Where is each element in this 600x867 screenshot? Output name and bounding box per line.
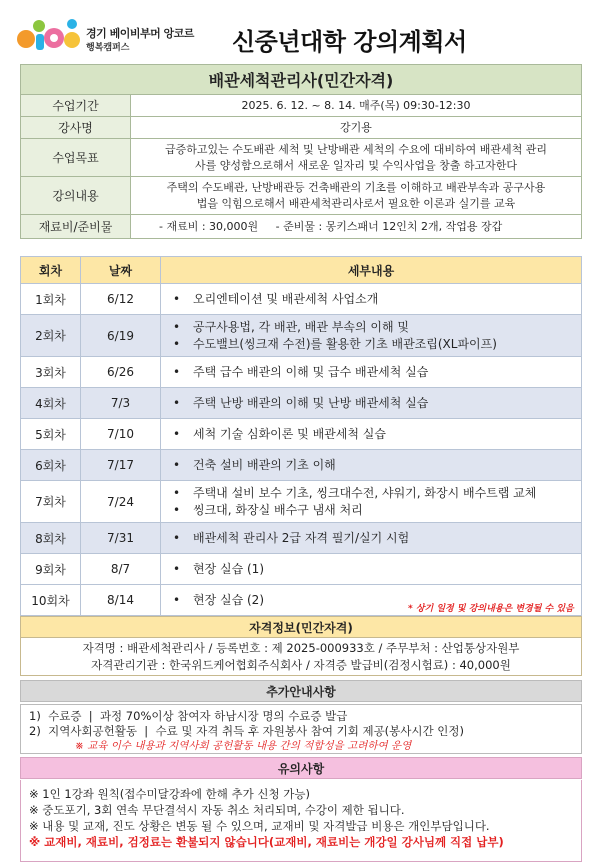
info-label-instructor: 강사명 (21, 117, 131, 139)
details-cell: • 주택 난방 배관의 이해 및 난방 배관세척 실습 (161, 388, 582, 419)
date-cell: 7/31 (81, 523, 161, 554)
additional-section-title: 추가안내사항 (20, 680, 582, 702)
date-cell: 7/10 (81, 419, 161, 450)
info-label-materials: 재료비/준비물 (21, 215, 131, 239)
table-row (21, 284, 582, 315)
schedule-header-details: 세부내용 (161, 257, 582, 284)
table-row (21, 357, 582, 388)
date-cell: 7/3 (81, 388, 161, 419)
date-cell: 7/17 (81, 450, 161, 481)
details-cell: • 세척 기술 심화이론 및 배관세척 실습 (161, 419, 582, 450)
session-cell: 1회차 (21, 284, 81, 315)
date-cell: 8/14 (81, 585, 161, 616)
date-cell: 6/26 (81, 357, 161, 388)
info-value-goal: 급증하고있는 수도배관 세척 및 난방배관 세척의 수요에 대비하여 배관세척 관리 사를 양성함으로해서 새로운 일자리 및 수익사업을 창출 하고자한다 (131, 139, 582, 177)
table-row (21, 523, 582, 554)
table-row (21, 450, 582, 481)
table-row (21, 315, 582, 357)
page-header (0, 0, 600, 62)
session-cell: 4회차 (21, 388, 81, 419)
info-value-materials: - 재료비 : 30,000원 - 준비물 : 몽키스패너 12인치 2개, 작업용 장갑 (131, 215, 582, 239)
additional-note: ※ 교육 이수 내용과 지역사회 공헌활동 내용 간의 적합성을 고려하여 운영 (75, 740, 412, 752)
table-row (21, 481, 582, 523)
caution-section-title: 유의사항 (20, 757, 582, 779)
table-row (21, 388, 582, 419)
date-cell: 8/7 (81, 554, 161, 585)
schedule-header-session: 회차 (21, 257, 81, 284)
campus-logo-icon (16, 14, 82, 54)
details-cell: • 공구사용법, 각 배관, 배관 부속의 이해 및 • 수도밸브(씽크재 수전)를 활용한 기초 배관조립(XL파이프) (161, 315, 582, 357)
details-cell: • 현장 실습 (2) (161, 585, 582, 616)
session-cell: 7회차 (21, 481, 81, 523)
info-value-instructor: 강기용 (131, 117, 582, 139)
table-row (21, 554, 582, 585)
cert-section-title: 자격정보(민간자격) (20, 616, 582, 638)
schedule-header-date: 날짜 (81, 257, 161, 284)
additional-line: 2) 지역사회공헌활동 | 수료 및 자격 취득 후 자원봉사 참여 기회 제공(봉사시간 인정) (29, 724, 464, 738)
document-title: 신중년대학 강의계획서 (232, 28, 467, 56)
cert-line: 자격명 : 배관세척관리사 / 등록번호 : 제 2025-000933호 / 주무부처 : 산업통상자원부 (82, 641, 520, 655)
caution-section-body (20, 780, 582, 862)
info-label-content: 강의내용 (21, 177, 131, 215)
session-cell: 8회차 (21, 523, 81, 554)
schedule-table (20, 256, 582, 616)
session-cell: 5회차 (21, 419, 81, 450)
date-cell: 6/12 (81, 284, 161, 315)
session-cell: 9회차 (21, 554, 81, 585)
schedule-change-note: * 상기 일정 및 강의내용은 변경될 수 있음 (408, 604, 574, 614)
info-value-period: 2025. 6. 12. ~ 8. 14. 매주(목) 09:30-12:30 (131, 95, 582, 117)
details-cell: • 오리엔테이션 및 배관세척 사업소개 (161, 284, 582, 315)
info-label-period: 수업기간 (21, 95, 131, 117)
details-cell: • 주택내 설비 보수 기초, 씽크대수전, 샤워기, 화장시 배수트랩 교체 • 씽크대, 화장실 배수구 냄새 처리 (161, 481, 582, 523)
caution-line: ※ 1인 1강좌 원칙(접수미달강좌에 한해 추가 신청 가능) (29, 787, 311, 801)
org-name: 경기 베이비부머 앙코르 (86, 27, 194, 40)
session-cell: 2회차 (21, 315, 81, 357)
course-info-table (20, 64, 582, 239)
details-cell: • 배관세척 관리사 2급 자격 필기/실기 시험 (161, 523, 582, 554)
caution-line: ※ 중도포기, 3회 연속 무단결석시 자동 취소 처리되며, 수강이 제한 됩니다. (29, 803, 405, 817)
details-cell: • 주택 급수 배관의 이해 및 급수 배관세척 실습 (161, 357, 582, 388)
date-cell: 6/19 (81, 315, 161, 357)
session-cell: 6회차 (21, 450, 81, 481)
info-value-content: 주택의 수도배관, 난방배관등 건축배관의 기초를 이해하고 배관부속과 공구사용 법을 익힘으로해서 배관세척관리사로서 필요한 이론과 실기를 교육 (131, 177, 582, 215)
session-cell: 3회차 (21, 357, 81, 388)
details-cell: • 현장 실습 (1) (161, 554, 582, 585)
session-cell: 10회차 (21, 585, 81, 616)
info-label-goal: 수업목표 (21, 139, 131, 177)
caution-line-refund: ※ 교재비, 재료비, 검정료는 환불되지 않습니다(교재비, 재료비는 개강일 강사님께 직접 납부) (29, 835, 504, 849)
additional-section-body (20, 704, 582, 754)
cert-line: 자격관리기관 : 한국위드케어협회주식회사 / 자격증 발급비(검정시험료) : 40,000원 (91, 658, 511, 672)
additional-line: 1) 수료증 | 과정 70%이상 참여자 하남시장 명의 수료증 발급 (29, 709, 348, 723)
course-title: 배관세척관리사(민간자격) (21, 65, 582, 95)
org-sub-name: 행복캠퍼스 (86, 43, 130, 53)
cert-section-body (20, 638, 582, 676)
date-cell: 7/24 (81, 481, 161, 523)
table-row (21, 419, 582, 450)
details-cell: • 건축 설비 배관의 기초 이해 (161, 450, 582, 481)
caution-line: ※ 내용 및 교재, 진도 상황은 변동 될 수 있으며, 교재비 및 자격발급 비용은 개인부담입니다. (29, 819, 490, 833)
